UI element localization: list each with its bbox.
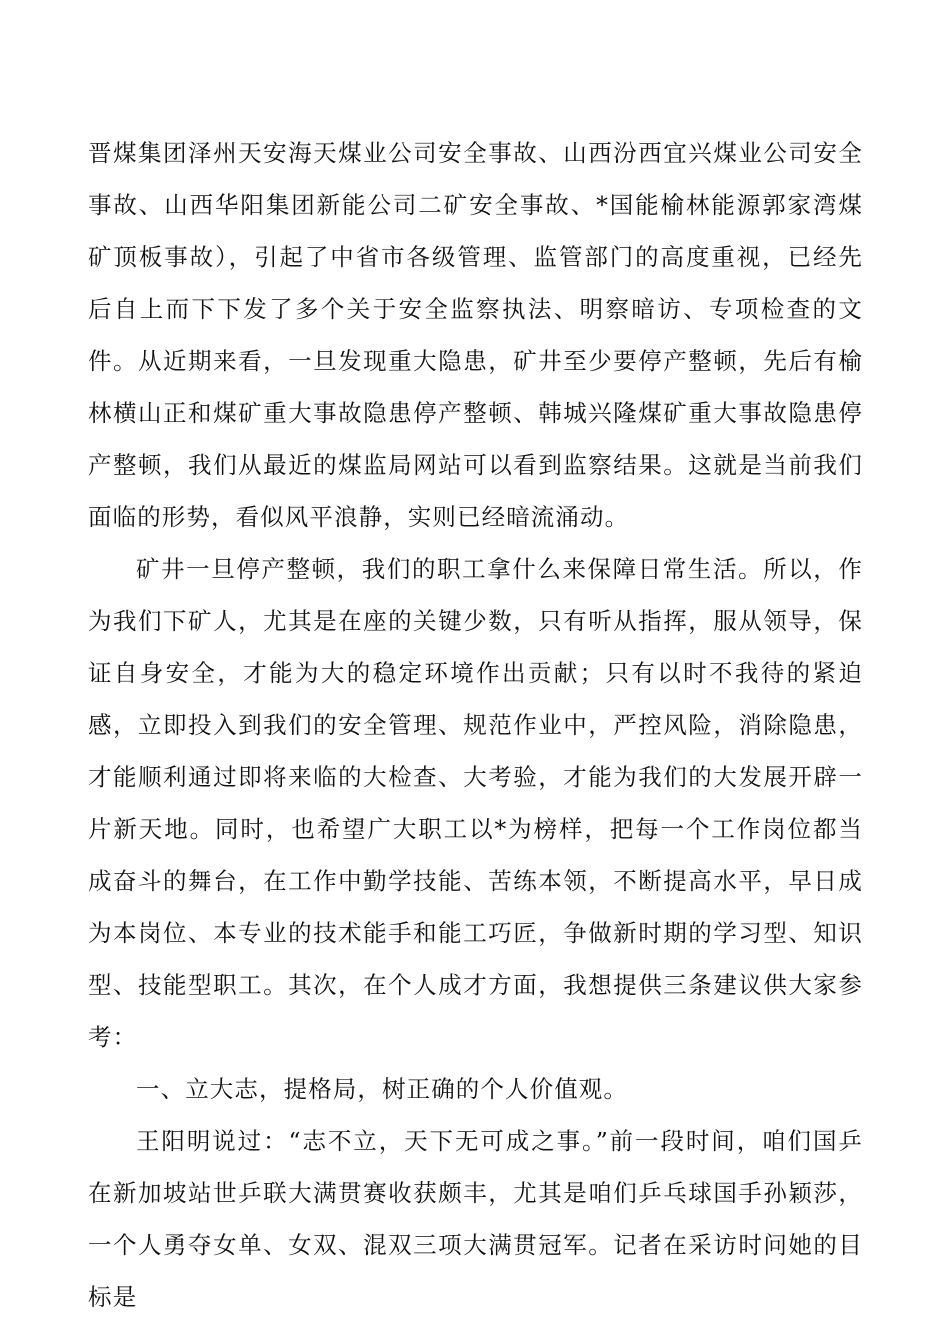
paragraph-continuation: 晋煤集团泽州天安海天煤业公司安全事故、山西汾西宜兴煤业公司安全事故、山西华阳集团新能公司二矿安全事故、*国能榆林能源郭家湾煤矿顶板事故），引起了中省市各级管理、监管部门的高度重视，已经先后自上而下下发了多个关于安全监察执法、明察暗访、专项检查的文件。从近期来看，一旦发现重大隐患，矿井至少要停产整顿，先后有榆林横山正和煤矿重大事故隐患停产整顿、韩城兴隆煤矿重大事故隐患停产整顿，我们从最近的煤监局网站可以看到监察结果。这就是当前我们面临的形势，看似风平浪静，实则已经暗流涌动。 xyxy=(88,139,863,531)
document-body xyxy=(88,127,863,1323)
paragraph-wang-yangming-quote: 王阳明说过：“志不立，天下无可成之事。”前一段时间，咱们国乒在新加坡站世乒联大满贯赛收获颇丰，尤其是咱们乒乓球国手孙颖莎，一个人勇夺女单、女双、混双三项大满贯冠军。记者在采访时问她的目标是 xyxy=(88,1127,863,1311)
section-heading-one: 一、立大志，提格局，树正确的个人价值观。 xyxy=(136,1075,628,1103)
paragraph-shutdown-impact: 矿井一旦停产整顿，我们的职工拿什么来保障日常生活。所以，作为我们下矿人，尤其是在座的关键少数，只有听从指挥，服从领导，保证自身安全，才能为大的稳定环境作出贡献；只有以时不我待的紧迫感，立即投入到我们的安全管理、规范作业中，严控风险，消除隐患，才能顺利通过即将来临的大检查、大考验，才能为我们的大发展开辟一片新天地。同时，也希望广大职工以*为榜样，把每一个工作岗位都当成奋斗的舞台，在工作中勤学技能、苦练本领，不断提高水平，早日成为本岗位、本专业的技术能手和能工巧匠，争做新时期的学习型、知识型、技能型职工。其次，在个人成才方面，我想提供三条建议供大家参考： xyxy=(88,555,863,1051)
